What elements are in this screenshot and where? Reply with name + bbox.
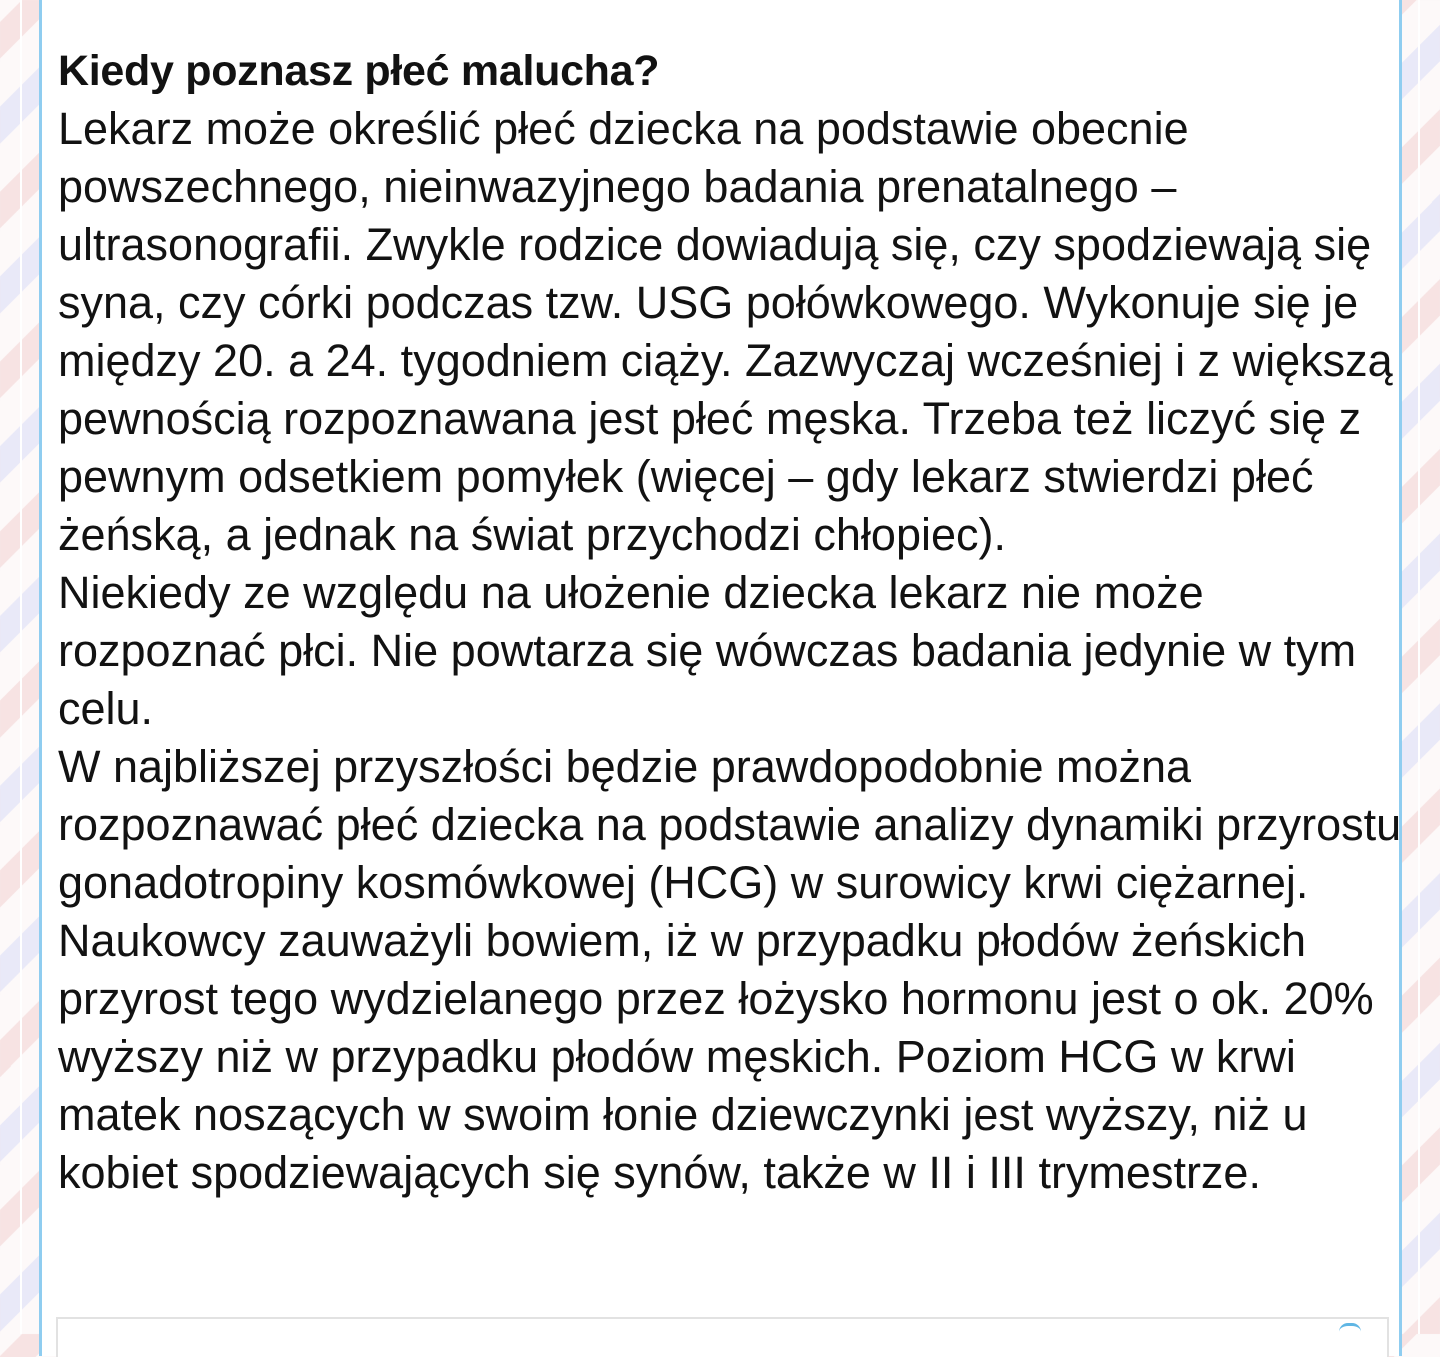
article-card <box>39 0 1402 1356</box>
article-paragraph-2: Niekiedy ze względu na ułożenie dziecka lekarz nie może rozpoznać płci. Nie powtarza się wówczas badania jedynie w tym celu. <box>58 567 1357 734</box>
article-title: Kiedy poznasz płeć malucha? <box>58 47 660 95</box>
corner-mark-icon <box>1339 1323 1361 1332</box>
article-content <box>58 42 1403 1202</box>
article-paragraph-3: W najbliższej przyszłości będzie prawdopodobnie można rozpoznawać płeć dziecka na podstawie analizy dynamiki przyrostu gonadotropiny kosmówkowej (HCG) w surowicy krwi ciężarnej. Naukowcy zauważyli bowiem, iż w przypadku płodów żeńskich przyrost tego wydzielanego przez łożysko hormonu jest o ok. 20% wyższy niż w przypadku płodów męskich. Poziom HCG w krwi matek noszących w swoim łonie dziewczynki jest wyższy, niż u kobiet spodziewających się synów, także w II i III trymestrze. <box>58 741 1402 1198</box>
article-paragraph-1: Lekarz może określić płeć dziecka na podstawie obecnie powszechnego, nieinwazyjnego badania prenatalnego – ultrasonografii. Zwykle rodzice dowiadują się, czy spodziewają się syna, czy córki podczas tzw. USG połówkowego. Wykonuje się je między 20. a 24. tygodniem ciąży. Zazwyczaj wcześniej i z większą pewnością rozpoznawana jest płeć męska. Trzeba też liczyć się z pewnym odsetkiem pomyłek (więcej – gdy lekarz stwierdzi płeć żeńską, a jednak na świat przychodzi chłopiec). <box>58 103 1393 560</box>
background-frame-line-right <box>1418 0 1420 1334</box>
next-content-block <box>56 1317 1389 1357</box>
background-frame-line-left <box>20 0 22 1334</box>
